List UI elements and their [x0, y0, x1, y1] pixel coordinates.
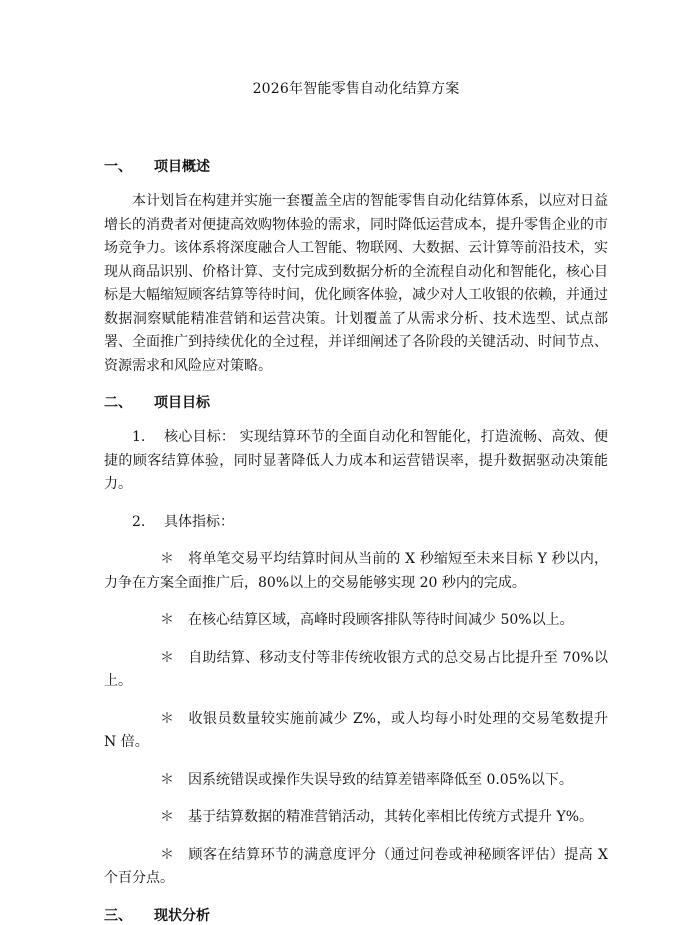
- bullet-mark: ＊: [160, 612, 174, 628]
- metric-bullet: [104, 806, 608, 830]
- section-heading-goals: [104, 392, 608, 412]
- bullet-text: 自助结算、移动支付等非传统收银方式的总交易占比提升至 70%以上。: [104, 649, 608, 689]
- bullet-text: 收银员数量较实施前减少 Z%，或人均每小时处理的交易笔数提升 N 倍。: [104, 710, 608, 750]
- metric-bullet: [104, 769, 608, 793]
- goal-item-metrics: [104, 511, 608, 535]
- section-heading-status: [104, 905, 608, 925]
- section-title: 项目目标: [154, 395, 210, 411]
- bullet-mark: ＊: [160, 710, 174, 727]
- metric-bullet: [104, 647, 608, 694]
- bullet-text: 将单笔交易平均结算时间从当前的 X 秒缩短至未来目标 Y 秒以内，力争在方案全面推广后，80%以上的交易能够实现 20 秒内的完成。: [104, 551, 608, 591]
- section-number: 二、: [104, 395, 132, 411]
- metric-bullet: [104, 844, 608, 891]
- bullet-text: 顾客在结算环节的满意度评分（通过问卷或神秘顾客评估）提高 X 个百分点。: [104, 846, 608, 886]
- metric-bullet: [104, 609, 608, 633]
- section-title: 项目概述: [154, 159, 210, 175]
- bullet-text: 因系统错误或操作失误导致的结算差错率降低至 0.05%以下。: [188, 771, 573, 788]
- document-title: 2026年智能零售自动化结算方案: [252, 81, 460, 97]
- bullet-mark: ＊: [160, 649, 174, 666]
- item-text: 核心目标： 实现结算环节的全面自动化和智能化，打造流畅、高效、便捷的顾客结算体验，同时显著降低人力成本和运营错误率，提升数据驱动决策能力。: [104, 429, 608, 492]
- item-text: 具体指标：: [164, 513, 234, 530]
- bullet-mark: ＊: [160, 846, 174, 863]
- bullet-text: 在核心结算区域，高峰时段顾客排队等待时间减少 50%以上。: [188, 612, 574, 628]
- bullet-mark: ＊: [160, 809, 174, 825]
- bullet-mark: ＊: [160, 551, 174, 567]
- item-number: 2.: [132, 513, 146, 530]
- overview-paragraph: 本计划旨在构建并实施一套覆盖全店的智能零售自动化结算体系，以应对日益增长的消费者对便捷高效购物体验的需求，同时降低运营成本，提升零售企业的市场竞争力。该体系将深度融合人工智能、物联网、大数据、云计算等前沿技术，实现从商品识别、价格计算、支付完成到数据分析的全流程自动化和智能化，核心目标是大幅缩短顾客结算等待时间，优化顾客体验，减少对人工收银的依赖，并通过数据洞察赋能精准营销和运营决策。计划覆盖了从需求分析、技术选型、试点部署、全面推广到持续优化的全过程，并详细阐述了各阶段的关键活动、时间节点、资源需求和风险应对策略。: [104, 193, 608, 374]
- section-title: 现状分析: [154, 907, 210, 924]
- item-number: 1.: [132, 429, 146, 445]
- metric-bullet: [104, 548, 608, 595]
- section-heading-overview: [104, 156, 608, 176]
- bullet-text: 基于结算数据的精准营销活动，其转化率相比传统方式提升 Y%。: [188, 809, 593, 825]
- goal-item-core: [104, 426, 608, 497]
- section-number: 一、: [104, 159, 132, 175]
- metric-bullet: [104, 708, 608, 755]
- bullet-mark: ＊: [160, 771, 174, 788]
- section-number: 三、: [104, 907, 132, 924]
